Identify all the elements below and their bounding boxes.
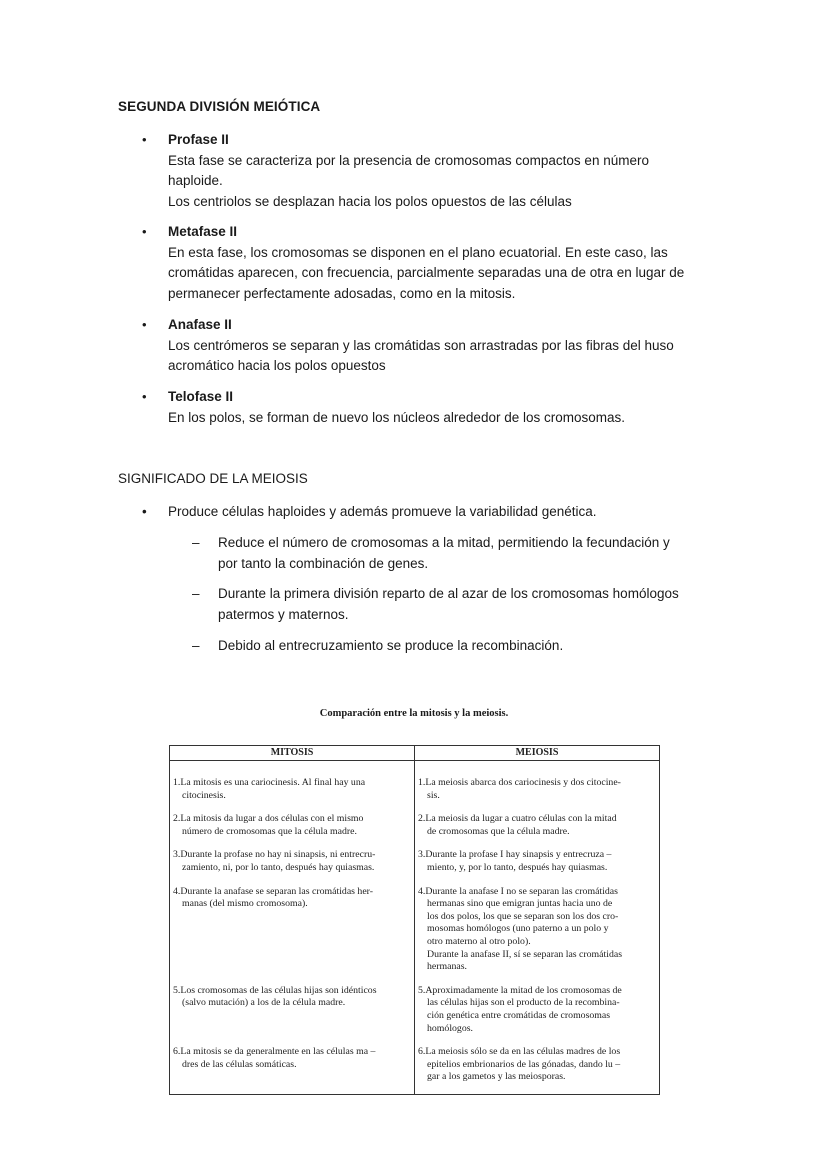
- table-caption: Comparación entre la mitosis y la meiosis.: [319, 708, 509, 719]
- cell-line: gar a los gametos y las meiosporas.: [427, 1071, 566, 1083]
- phase-text-line: haploide.: [168, 173, 223, 188]
- phase-text-line: Esta fase se caracteriza por la presencia de cromosomas compactos en número: [168, 152, 649, 168]
- cell-line: de cromosomas que la célula madre.: [427, 825, 570, 837]
- significado-main-text: Produce células haploides y además promueve la variabilidad genética.: [168, 504, 597, 519]
- meiosis-cell: [415, 974, 660, 1035]
- phase-metafase-ii: [142, 222, 728, 304]
- cell-line: homólogos.: [427, 1022, 473, 1034]
- cell-line: zamiento, ni, por lo tanto, después hay quiasmas.: [182, 861, 375, 873]
- phase-title: Telofase II: [168, 389, 234, 404]
- cell-line: miento, y, por lo tanto, después hay quiasmas.: [427, 861, 608, 873]
- table-row: [170, 838, 660, 874]
- bullet-marker: •: [142, 317, 147, 332]
- significado-subitem: [192, 533, 718, 574]
- cell-line: hermanas sino que emigran juntas hacia uno de: [427, 898, 613, 910]
- bullet-marker: •: [142, 132, 147, 147]
- cell-line: 4.Durante la anafase se separan las cromátidas her-: [173, 885, 373, 897]
- significado-subitem: [192, 584, 718, 625]
- subitem-text-line: patermos y maternos.: [218, 606, 349, 622]
- cell-line: número de cromosomas que la célula madre.: [182, 825, 357, 837]
- cell-line: ción genética entre cromátidas de cromosomas: [427, 1009, 611, 1021]
- cell-line: 4.Durante la anafase I no se separan las cromátidas: [418, 885, 618, 897]
- cell-line: otro materno al otro polo).: [427, 935, 531, 947]
- cell-line: 3.Durante la profase no hay ni sinapsis, ni entrecru-: [173, 849, 376, 861]
- phase-text-line: En esta fase, los cromosomas se disponen en el plano ecuatorial. En este caso, las: [168, 244, 668, 260]
- mitosis-cell: [170, 1035, 415, 1094]
- meiosis-cell: [415, 761, 660, 803]
- cell-line: mosomas homólogos (uno paterno a un polo y: [427, 923, 609, 935]
- heading-segunda-division: SEGUNDA DIVISIÓN MEIÓTICA: [118, 99, 321, 114]
- heading-significado-meiosis: SIGNIFICADO DE LA MEIOSIS: [118, 471, 308, 486]
- mitosis-cell: [170, 802, 415, 838]
- bullet-marker: •: [142, 504, 147, 519]
- table-row: [170, 761, 660, 803]
- cell-line: dres de las células somáticas.: [182, 1058, 297, 1070]
- cell-line: 1.La mitosis es una cariocinesis. Al final hay una: [173, 777, 366, 788]
- table-header-row: [170, 746, 660, 761]
- cell-line: Durante la anafase II, sí se separan las cromátidas: [427, 948, 623, 960]
- bullet-marker: •: [142, 224, 147, 239]
- meiosis-cell: [415, 802, 660, 838]
- bullet-marker: •: [142, 389, 147, 404]
- subitem-text-line: por tanto la combinación de genes.: [218, 555, 429, 571]
- significado-subitem: [192, 636, 718, 657]
- phase-text-line: En los polos, se forman de nuevo los núcleos alrededor de los cromosomas.: [168, 409, 625, 425]
- table-row: [170, 974, 660, 1035]
- dash-marker: –: [192, 535, 200, 550]
- comparison-table: [169, 745, 660, 1095]
- dash-marker: –: [192, 586, 200, 601]
- meiosis-cell: [415, 1035, 660, 1094]
- mitosis-cell: [170, 875, 415, 974]
- cell-line: 2.La mitosis da lugar a dos células con el mismo: [173, 813, 364, 825]
- cell-line: manas (del mismo cromosoma).: [182, 898, 308, 910]
- meiosis-cell: [415, 875, 660, 974]
- phase-text-line: cromátidas aparecen, con frecuencia, parcialmente separadas una de otra en lugar de: [168, 265, 685, 280]
- cell-line: epitelios embrionarios de las gónadas, dando lu –: [427, 1058, 621, 1070]
- cell-line: 6.La mitosis se da generalmente en las células ma –: [173, 1046, 376, 1058]
- cell-line: 6.La meiosis sólo se da en las células madres de los: [418, 1046, 621, 1058]
- cell-line: sis.: [427, 789, 440, 801]
- dash-marker: –: [192, 638, 200, 653]
- header-mitosis: MITOSIS: [170, 746, 415, 761]
- subitem-text-line: Reduce el número de cromosomas a la mitad, permitiendo la fecundación y: [218, 535, 670, 550]
- mitosis-cell: [170, 761, 415, 803]
- table-row: [170, 875, 660, 974]
- cell-line: las células hijas son el producto de la recombina-: [427, 997, 620, 1009]
- cell-line: 3.Durante la profase I hay sinapsis y entrecruza –: [418, 849, 612, 861]
- cell-line: 5.Los cromosomas de las células hijas son idénticos: [173, 984, 377, 996]
- cell-line: 5.Aproximadamente la mitad de los cromosomas de: [418, 984, 622, 996]
- cell-line: los dos polos, los que se separan son los dos cro-: [427, 910, 619, 922]
- subitem-text-line: Debido al entrecruzamiento se produce la recombinación.: [218, 638, 564, 653]
- table-row: [170, 1035, 660, 1094]
- subitem-text-line: Durante la primera división reparto de al azar de los cromosomas homólogos: [218, 586, 679, 601]
- phase-profase-ii: [142, 130, 728, 212]
- phase-title: Anafase II: [168, 317, 232, 332]
- phase-text-line: Los centrómeros se separan y las cromátidas son arrastradas por las fibras del huso: [168, 337, 674, 353]
- meiosis-cell: [415, 838, 660, 874]
- header-meiosis: MEIOSIS: [415, 746, 660, 761]
- phase-text-line: permanecer perfectamente adosadas, como en la mitosis.: [168, 285, 516, 301]
- phase-text-line: acromático hacia los polos opuestos: [168, 358, 386, 373]
- mitosis-cell: [170, 838, 415, 874]
- cell-line: hermanas.: [427, 961, 467, 973]
- table-row: [170, 802, 660, 838]
- phase-title: Profase II: [168, 132, 229, 147]
- cell-line: citocinesis.: [182, 789, 226, 801]
- phase-telofase-ii: [142, 387, 728, 428]
- cell-line: 1.La meiosis abarca dos cariocinesis y dos citocine-: [418, 777, 621, 788]
- phase-title: Metafase II: [168, 224, 238, 239]
- phase-anafase-ii: [142, 315, 728, 377]
- significado-main-item: [142, 502, 597, 523]
- cell-line: (salvo mutación) a los de la célula madre.: [182, 997, 346, 1009]
- cell-line: 2.La meiosis da lugar a cuatro células con la mitad: [418, 813, 617, 825]
- phase-text-line: Los centriolos se desplazan hacia los polos opuestos de las células: [168, 193, 572, 209]
- mitosis-cell: [170, 974, 415, 1035]
